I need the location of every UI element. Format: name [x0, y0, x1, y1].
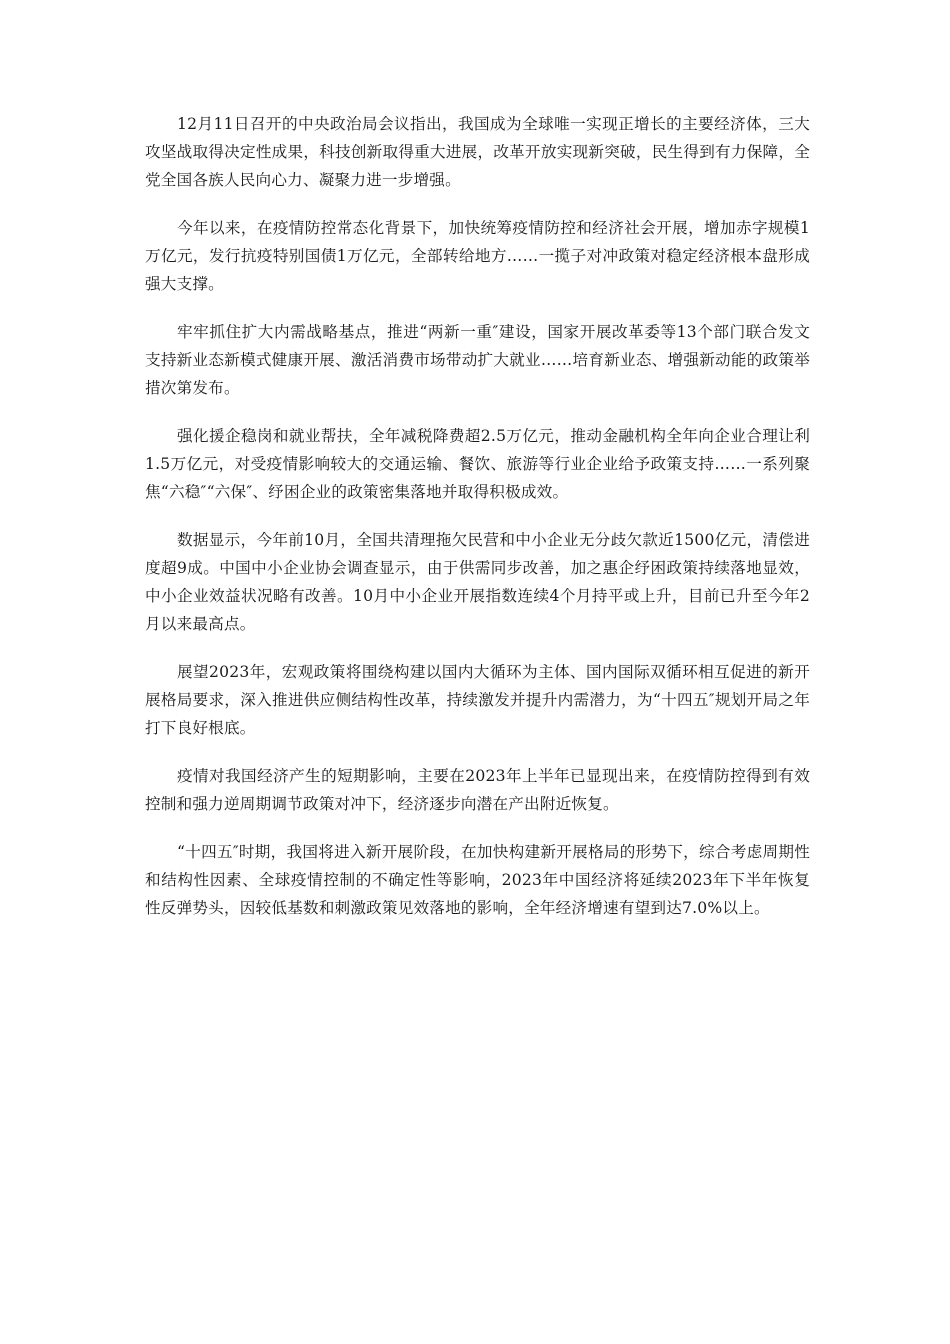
- paragraph-2: 今年以来，在疫情防控常态化背景下，加快统筹疫情防控和经济社会开展，增加赤字规模1万亿元，发行抗疫特别国债1万亿元，全部转给地方……一揽子对冲政策对稳定经济根本盘形成强大支撑。: [145, 219, 810, 293]
- paragraph-6: 展望2023年，宏观政策将围绕构建以国内大循环为主体、国内国际双循环相互促进的新开展格局要求，深入推进供应侧结构性改革，持续激发并提升内需潜力，为“十四五″规划开局之年打下良好根底。: [145, 663, 810, 737]
- paragraph-1: 12月11日召开的中央政治局会议指出，我国成为全球唯一实现正增长的主要经济体，三大攻坚战取得决定性成果，科技创新取得重大进展，改革开放实现新突破，民生得到有力保障，全党全国各族人民向心力、凝聚力进一步增强。: [145, 115, 810, 189]
- article-body: [145, 110, 810, 942]
- paragraph-4: 强化援企稳岗和就业帮扶，全年减税降费超2.5万亿元，推动金融机构全年向企业合理让利1.5万亿元，对受疫情影响较大的交通运输、餐饮、旅游等行业企业给予政策支持……一系列聚焦“六稳″“六保″、纾困企业的政策密集落地并取得积极成效。: [145, 427, 810, 501]
- paragraph-7: 疫情对我国经济产生的短期影响，主要在2023年上半年已显现出来，在疫情防控得到有效控制和强力逆周期调节政策对冲下，经济逐步向潜在产出附近恢复。: [145, 767, 810, 813]
- paragraph-8: “十四五″时期，我国将进入新开展阶段，在加快构建新开展格局的形势下，综合考虑周期性和结构性因素、全球疫情控制的不确定性等影响，2023年中国经济将延续2023年下半年恢复性反弹势头，因较低基数和刺激政策见效落地的影响，全年经济增速有望到达7.0%以上。: [145, 843, 810, 917]
- paragraph-3: 牢牢抓住扩大内需战略基点，推进“两新一重″建设，国家开展改革委等13个部门联合发文支持新业态新模式健康开展、激活消费市场带动扩大就业……培育新业态、增强新动能的政策举措次第发布。: [145, 323, 810, 397]
- paragraph-5: 数据显示，今年前10月，全国共清理拖欠民营和中小企业无分歧欠款近1500亿元，清偿进度超9成。中国中小企业协会调查显示，由于供需同步改善，加之惠企纾困政策持续落地显效，中小企业效益状况略有改善。10月中小企业开展指数连续4个月持平或上升，目前已升至今年2月以来最高点。: [145, 531, 810, 633]
